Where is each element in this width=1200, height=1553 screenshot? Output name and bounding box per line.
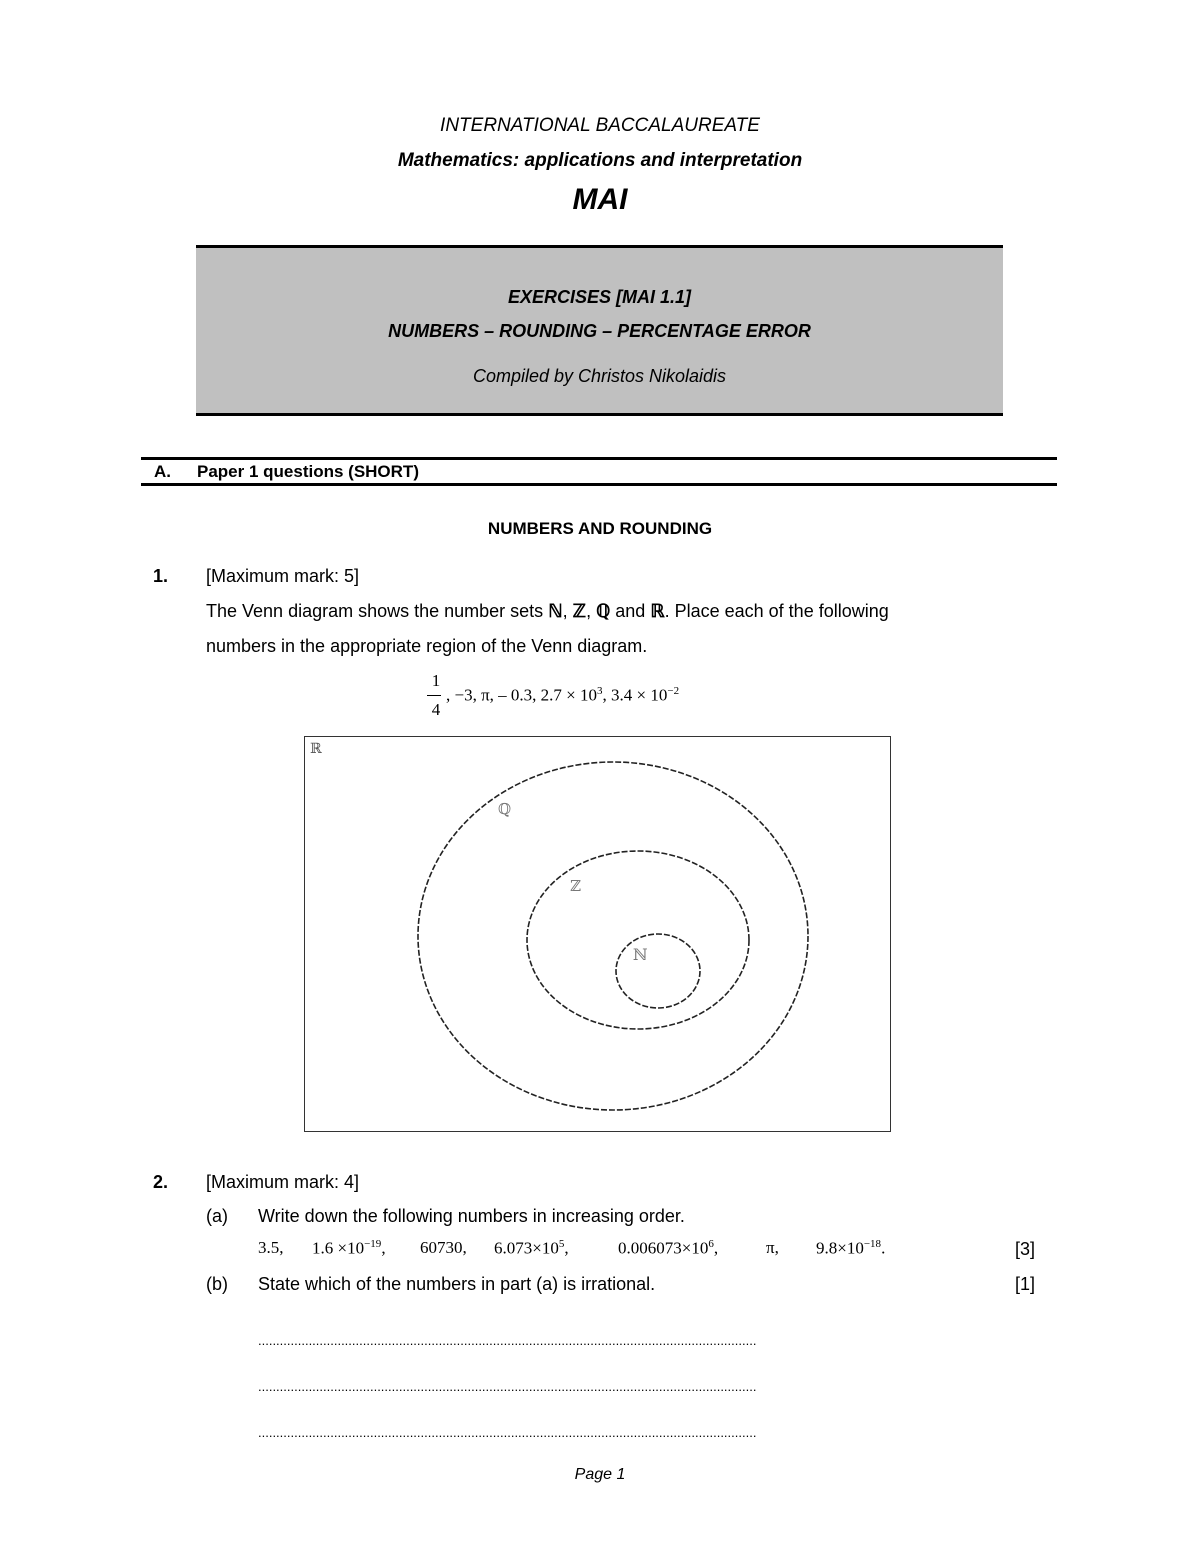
value-6: π, [766,1238,779,1257]
section-letter: A. [154,462,171,481]
value-4: $6.073\times 10^5$, [494,1238,569,1258]
question-2-marks: [Maximum mark: 4] [206,1172,360,1192]
section-title: Paper 1 questions (SHORT) [197,462,419,481]
part-a-text: Write down the following numbers in increasing order. [258,1206,685,1226]
value-2: $1.6 \times 10^{-19}$, [312,1238,386,1258]
author-credit: Compiled by Christos Nikolaidis [472,366,727,386]
number-list [446,685,679,706]
question-1-text-line2: numbers in the appropriate region of the Venn diagram. [206,636,648,656]
question-2-number: 2. [153,1172,169,1192]
part-a-label: (a) [206,1206,228,1226]
value-1: 3.5, [258,1238,284,1257]
question-1-text-line1: The Venn diagram shows the number sets ℕ, ℤ, ℚ and ℝ. Place each of the following [206,601,889,621]
set-z-region [527,851,749,1029]
fraction-bar [427,695,441,696]
answer-line-2[interactable]: .......................................................................................................................................... [258,1379,757,1394]
venn-label-n: ℕ [633,945,648,964]
part-b-label: (b) [206,1274,228,1294]
exercises-title: EXERCISES [MAI 1.1] [507,287,692,307]
venn-label-q: ℚ [498,800,512,818]
fraction-denominator: 4 [431,700,441,719]
set-n-region [616,934,700,1008]
fraction-numerator: 1 [431,671,441,690]
question-1-text-b: . Place each of the following [664,601,889,621]
part-b-marks: [1] [1015,1274,1036,1294]
and-word: and [615,601,646,621]
set-q-symbol: ℚ [596,601,611,621]
venn-label-z: ℤ [570,877,581,895]
venn-label-r: ℝ [310,741,322,757]
question-1-text-a: The Venn diagram shows the number sets [206,601,544,621]
page-number: Page 1 [574,1466,626,1483]
number-list-tail: , 3.4 × 10 [602,685,668,705]
question-1-number: 1. [153,566,169,586]
course-code: MAI [572,183,628,216]
exponent-1: 3 [597,685,603,697]
part-a-values [258,1238,284,1258]
number-list-main: , −3, π, – 0.3, 2.7 × 10 [446,685,598,705]
topic-title: NUMBERS – ROUNDING – PERCENTAGE ERROR [388,321,811,341]
subsection-heading: NUMBERS AND ROUNDING [487,519,713,538]
subject-title: Mathematics: applications and interpretation [397,150,803,171]
organization-title: INTERNATIONAL BACCALAUREATE [440,115,760,136]
set-z-symbol: ℤ [572,601,587,621]
value-5: $0.006073\times 10^6$, [618,1238,719,1258]
exponent-2: −2 [667,685,680,697]
set-r-symbol: ℝ [650,601,665,621]
venn-diagram [304,736,892,1133]
part-b-text: State which of the numbers in part (a) is irrational. [258,1274,656,1294]
section-header [141,457,1057,486]
title-banner [196,245,1003,416]
set-n-symbol: ℕ [548,601,563,621]
answer-line-3[interactable]: .......................................................................................................................................... [258,1425,757,1440]
question-1-marks: [Maximum mark: 5] [206,566,360,586]
part-a-marks: [3] [1015,1239,1036,1259]
value-7: $9.8\times 10^{-18}$. [816,1238,886,1258]
answer-line-1[interactable]: .......................................................................................................................................... [258,1333,757,1348]
value-3: 60730, [420,1238,467,1257]
